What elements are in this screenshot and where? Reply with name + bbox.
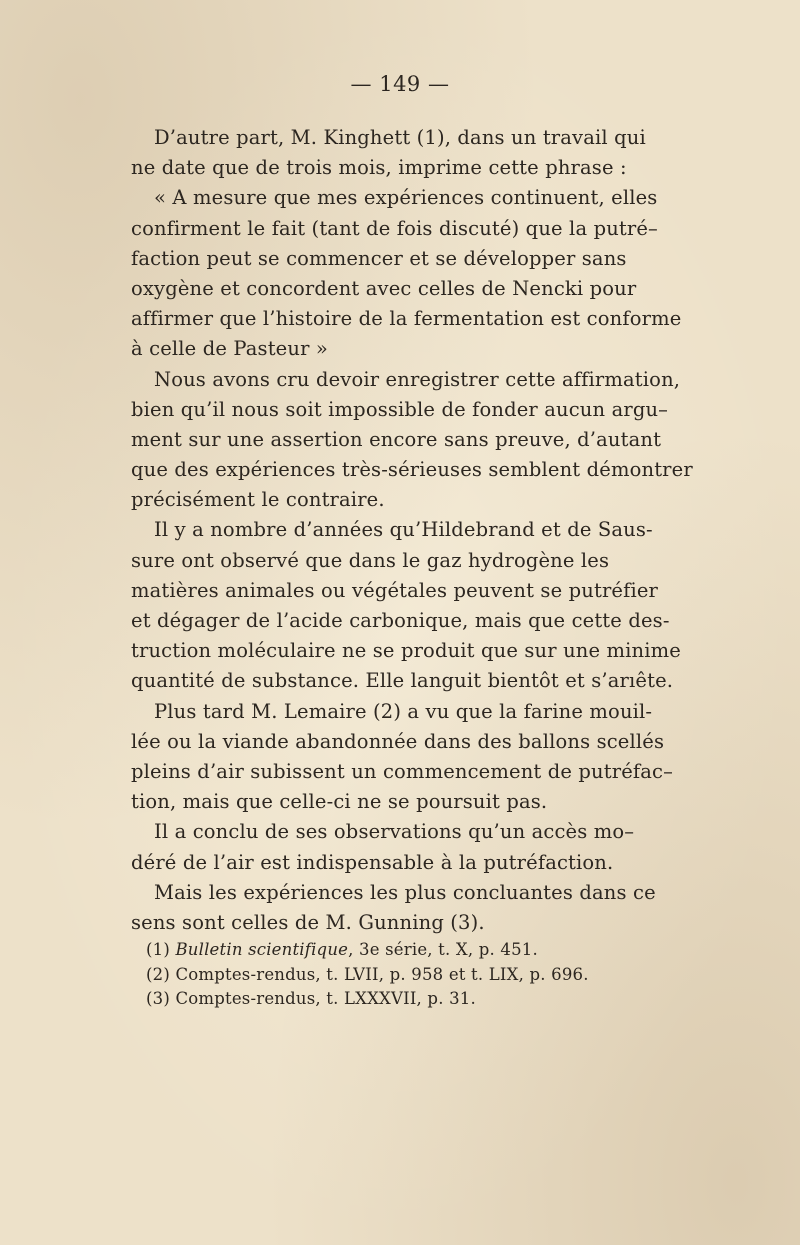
text-line: que des expériences très-sérieuses semblent démontrer <box>131 458 693 482</box>
text-line: Plus tard M. Lemaire (2) a vu que la farine mouil- <box>154 699 653 723</box>
text-line: affirmer que l’histoire de la fermentation est conforme <box>131 307 682 331</box>
footnote-text: Comptes-rendus, t. LVII, p. 958 et t. LIX, p. 696. <box>175 964 589 984</box>
text-line: confirment le fait (tant de fois discuté) que la putré– <box>131 216 658 240</box>
text-line: précisément le contraire. <box>131 488 385 512</box>
text-line: D’autre part, M. Kinghett (1), dans un travail qui <box>154 126 646 149</box>
footnote-title: Bulletin scientifique <box>175 940 349 959</box>
page-number: — 149 — <box>350 72 450 96</box>
footnote <box>131 987 601 1012</box>
text-line: ne date que de trois mois, imprime cette phrase : <box>131 156 627 180</box>
text-line: bien qu’il nous soit impossible de fonder aucun argu– <box>131 397 669 421</box>
text-line: sens sont celles de M. Gunning (3). <box>131 910 485 934</box>
text-line: et dégager de l’acide carbonique, mais que cette des- <box>131 609 670 632</box>
body-text <box>131 123 693 938</box>
footnote-marker: (2) <box>146 964 170 984</box>
footnote-marker: (1) <box>146 940 170 959</box>
text-line: faction peut se commencer et se développer sans <box>131 246 627 270</box>
footnote-text: Comptes-rendus, t. LXXXVII, p. 31. <box>175 989 476 1008</box>
footnote <box>131 938 601 963</box>
footnote-text: , 3e série, t. X, p. 451. <box>348 940 538 959</box>
text-line: quantité de substance. Elle languit bientôt et s’arıête. <box>131 669 674 693</box>
text-line: oxygène et concordent avec celles de Nencki pour <box>131 276 637 300</box>
footnotes <box>131 938 601 1012</box>
text-line: Mais les expériences les plus concluantes dans ce <box>154 880 656 904</box>
text-line: Nous avons cru devoir enregistrer cette affirmation, <box>154 367 681 391</box>
text-line: sure ont observé que dans le gaz hydrogène les <box>131 548 610 572</box>
text-line: truction moléculaire ne se produit que sur une minime <box>131 639 681 663</box>
text-line: déré de l’air est indispensable à la putréfaction. <box>131 850 614 874</box>
text-line: tion, mais que celle-ci ne se poursuit pas. <box>131 790 548 814</box>
text-line: à celle de Pasteur » <box>131 337 328 361</box>
footnote <box>131 963 601 988</box>
text-line: pleins d’air subissent un commencement de putréfac– <box>131 759 674 783</box>
text-line: lée ou la viande abandonnée dans des ballons scellés <box>131 729 665 753</box>
text-line: « A mesure que mes expériences continuent, elles <box>154 186 658 210</box>
footnote-marker: (3) <box>146 989 170 1008</box>
text-line: matières animales ou végétales peuvent se putréfier <box>131 578 659 602</box>
text-line: Il y a nombre d’années qu’Hildebrand et de Saus- <box>154 518 653 542</box>
text-line: ment sur une assertion encore sans preuve, d’autant <box>131 427 662 451</box>
text-line: Il a conclu de ses observations qu’un accès mo– <box>154 820 635 844</box>
